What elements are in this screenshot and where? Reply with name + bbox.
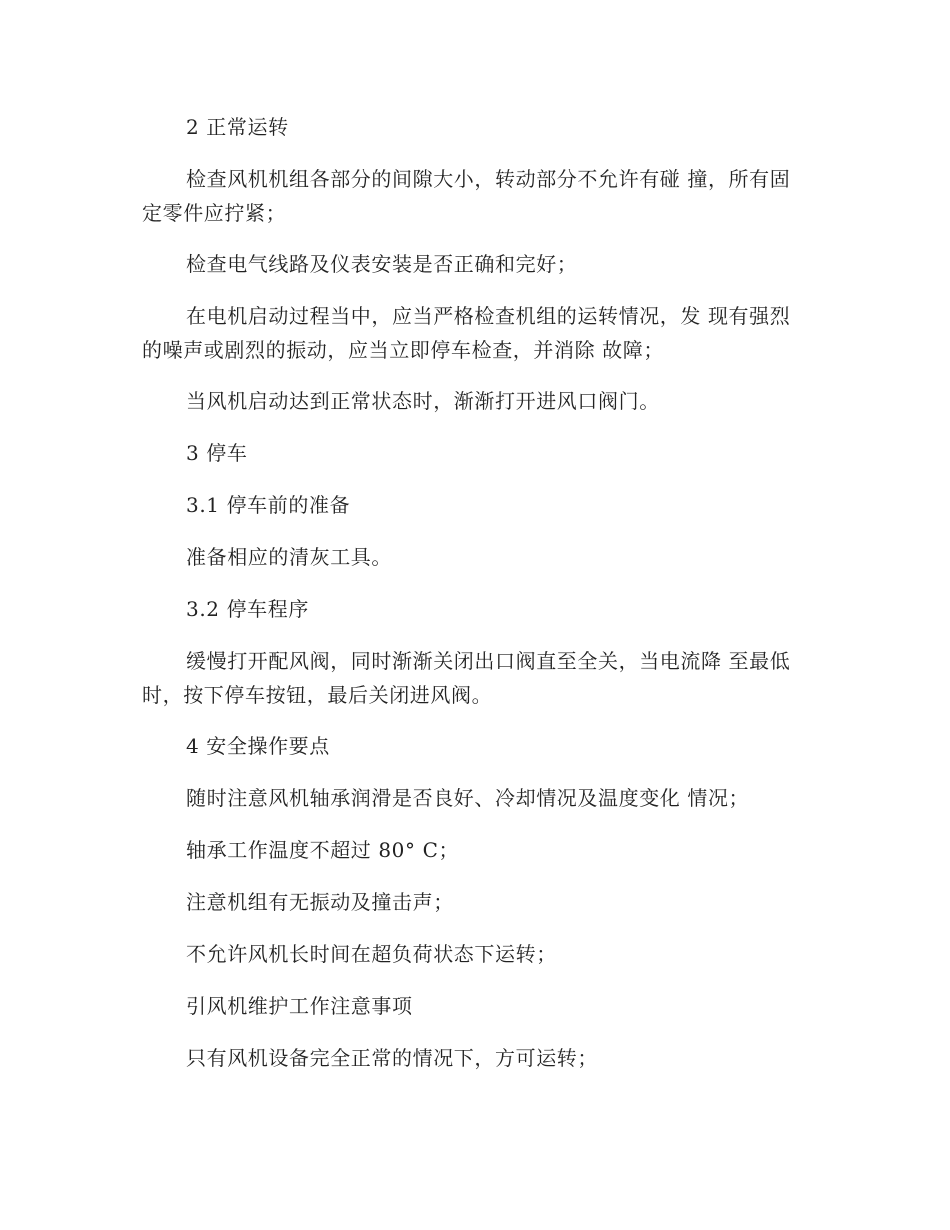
document-body xyxy=(142,110,808,1093)
paragraph-normal-condition-only: 只有风机设备完全正常的情况下，方可运转； xyxy=(186,1046,598,1070)
paragraph-no-overload: 不允许风机长时间在超负荷状态下运转； xyxy=(186,942,557,966)
subsection-heading-shutdown-procedure: 3.2 停车程序 xyxy=(186,597,309,621)
section-heading-safety-points: 4 安全操作要点 xyxy=(186,734,330,758)
paragraph-motor-startup: 在电机启动过程当中，应当严格检查机组的运转情况，发 现有强烈的噪声或剧烈的振动，应当立即停车检查，并消除 故障； xyxy=(142,304,791,362)
paragraph-vibration-check: 注意机组有无振动及撞击声； xyxy=(186,890,454,914)
paragraph-check-wiring: 检查电气线路及仪表安装是否正确和完好； xyxy=(186,252,578,276)
paragraph-check-clearance: 检查风机机组各部分的间隙大小，转动部分不允许有碰 撞，所有固定零件应拧紧； xyxy=(142,167,791,225)
paragraph-prepare-tools: 准备相应的清灰工具。 xyxy=(186,545,392,569)
paragraph-bearing-temperature: 轴承工作温度不超过 80° C； xyxy=(186,838,460,862)
subsection-heading-pre-shutdown: 3.1 停车前的准备 xyxy=(186,493,351,517)
paragraph-open-inlet-valve: 当风机启动达到正常状态时，渐渐打开进风口阀门。 xyxy=(186,389,660,413)
section-heading-maintenance-notes: 引风机维护工作注意事项 xyxy=(186,994,413,1018)
section-heading-normal-operation: 2 正常运转 xyxy=(186,115,289,139)
section-heading-shutdown: 3 停车 xyxy=(186,441,248,465)
paragraph-shutdown-steps: 缓慢打开配风阀，同时渐渐关闭出口阀直至全关，当电流降 至最低时，按下停车按钮，最后关闭进风阀。 xyxy=(142,649,791,707)
paragraph-bearing-lubrication: 随时注意风机轴承润滑是否良好、冷却情况及温度变化 情况； xyxy=(186,786,750,810)
